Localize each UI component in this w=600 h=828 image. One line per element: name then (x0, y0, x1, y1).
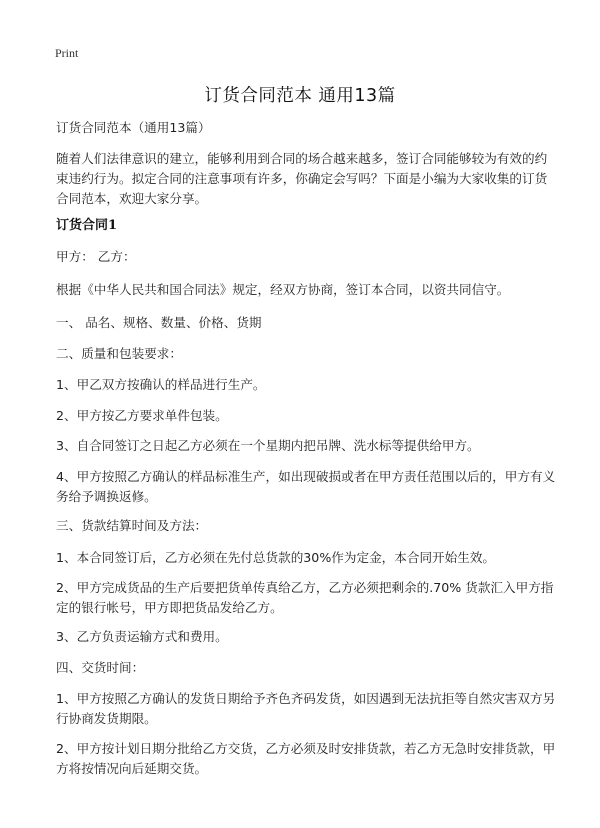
section-4-title: 四、交货时间： (56, 660, 145, 675)
section-2-item: 1、甲乙双方按确认的样品进行生产。 (56, 377, 266, 392)
section-4-item: 1、甲方按照乙方确认的发货日期给予齐色齐码发货，如因遇到无法抗拒等自然灾害双方另行协商发货期限。 (56, 691, 556, 726)
contract-heading: 订货合同1 (56, 218, 118, 233)
section-1-title: 一、 品名、规格、数量、价格、货期 (56, 315, 262, 330)
section-2-item: 2、甲方按乙方要求单件包装。 (56, 408, 228, 423)
section-4-item: 2、甲方按计划日期分批给乙方交货，乙方必须及时安排货款，若乙方无急时安排货款，甲方将按情况向后延期交货。 (56, 741, 556, 776)
print-label: Print (55, 46, 79, 60)
contract-parties: 甲方： 乙方： (56, 249, 136, 264)
section-2-title: 二、质量和包装要求： (56, 346, 182, 361)
contract-basis: 根据《中华人民共和国合同法》规定，经双方协商，签订本合同，以资共同信守。 (56, 282, 510, 297)
section-2-item: 3、自合同签订之日起乙方必须在一个星期内把吊牌、洗水标等提供给甲方。 (56, 438, 480, 453)
section-3-item: 1、本合同签订后，乙方必须在先付总货款的30%作为定金，本合同开始生效。 (56, 550, 496, 565)
section-3-title: 三、货款结算时间及方法： (56, 518, 208, 533)
intro-paragraph: 随着人们法律意识的建立，能够利用到合同的场合越来越多，签订合同能够较为有效的约束违约行为。拟定合同的注意事项有许多，你确定会写吗？下面是小编为大家收集的订货合同范本，欢迎大家分享。 (56, 151, 548, 206)
section-2-item: 4、甲方按照乙方确认的样品标准生产，如出现破损或者在甲方责任范围以后的，甲方有义务给予调换返修。 (56, 469, 556, 504)
section-3-item: 3、乙方负责运输方式和费用。 (56, 629, 228, 644)
section-3-item: 2、甲方完成货品的生产后要把货单传真给乙方，乙方必须把剩余的.70% 货款汇入甲方指定的银行帐号，甲方即把货品发给乙方。 (56, 580, 554, 615)
document-subtitle: 订货合同范本（通用13篇） (56, 120, 211, 135)
page-title: 订货合同范本 通用13篇 (204, 86, 396, 106)
